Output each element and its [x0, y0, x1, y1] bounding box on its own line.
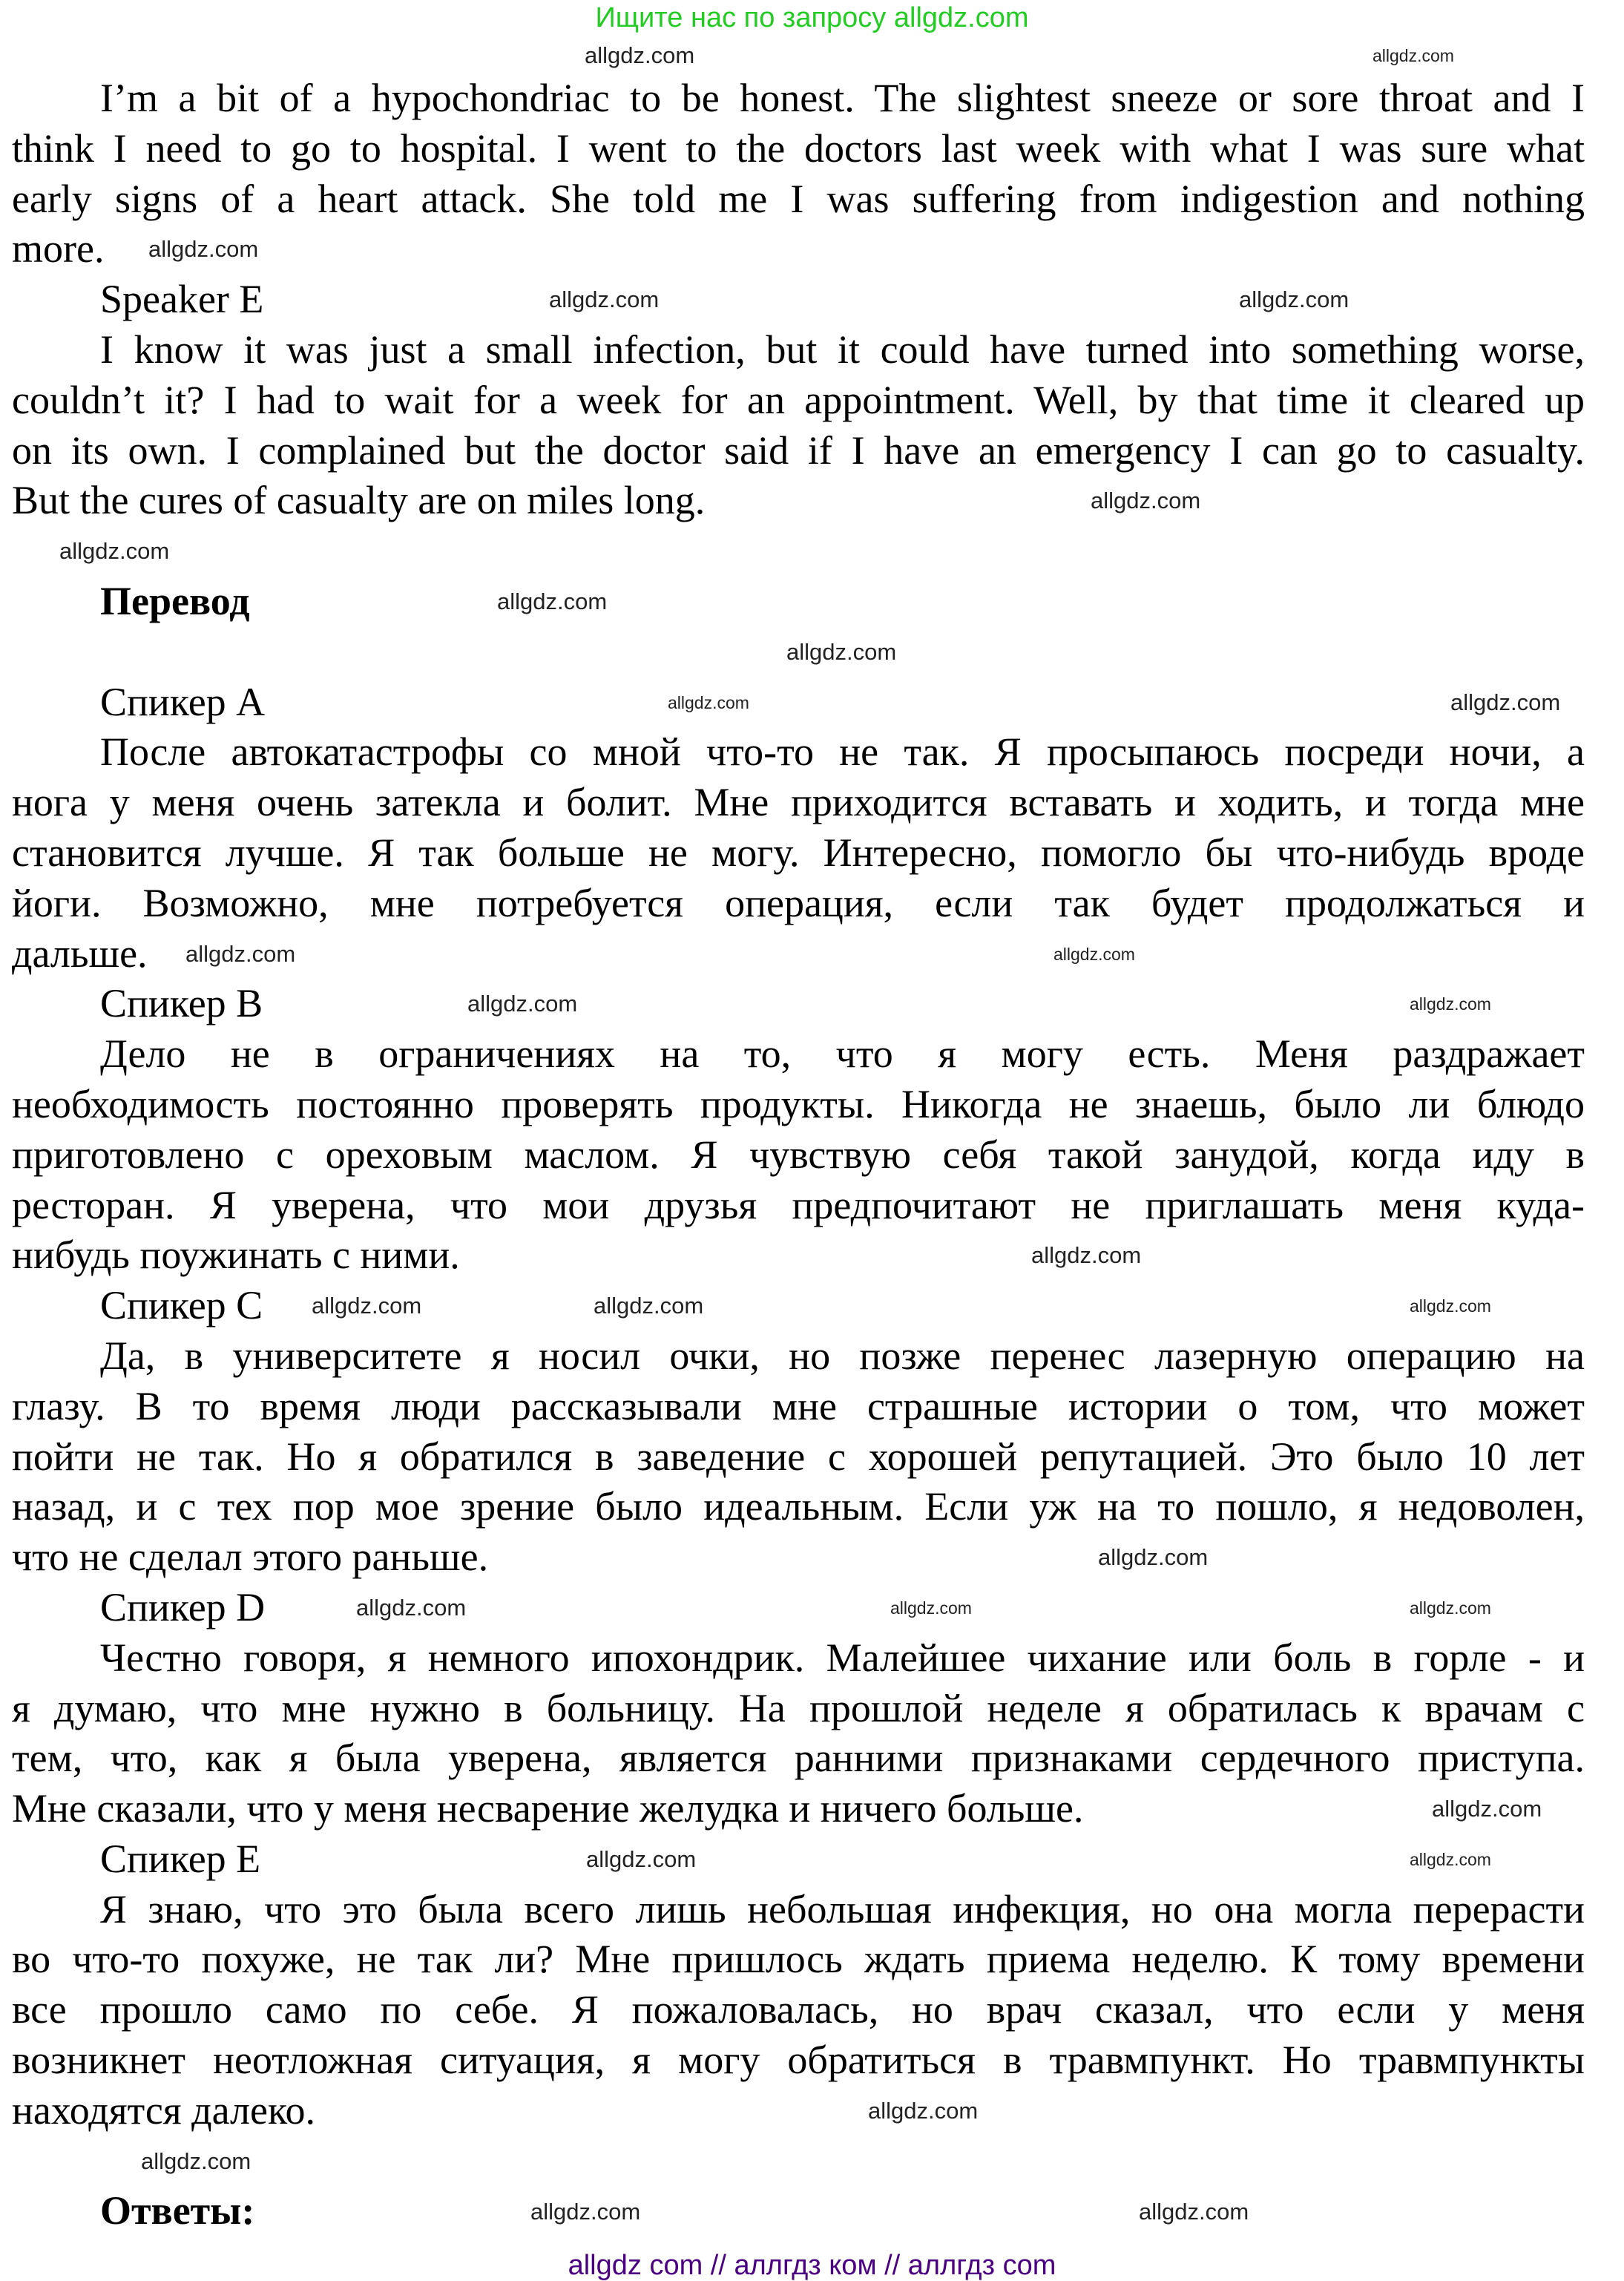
paragraph-line: глазу. В то время люди рассказывали мне страшные истории о том, что может: [12, 1383, 1585, 1428]
speaker-label: Спикер E: [100, 1836, 261, 1881]
watermark: allgdz.com: [586, 1845, 697, 1872]
watermark: allgdz.com: [1450, 689, 1561, 715]
watermark: allgdz.com: [141, 2147, 252, 2174]
paragraph-line: I’m a bit of a hypochondriac to be honest. The slightest sneeze or sore throat and I: [100, 76, 1585, 120]
paragraph-line: становится лучше. Я так больше не могу. Интересно, помогло бы что-нибудь вроде: [12, 830, 1585, 875]
paragraph-line: возникнет неотложная ситуация, я могу обратиться в травмпункт. Но травмпункты: [12, 2038, 1585, 2083]
watermark: allgdz.com: [868, 2097, 979, 2124]
watermark: allgdz.com: [1139, 2198, 1249, 2225]
paragraph-line: назад, и с тех пор мое зрение было идеальным. Если уж на то пошло, я недоволен,: [12, 1484, 1585, 1529]
watermark: allgdz.com: [1410, 1296, 1491, 1316]
paragraph-line: пойти не так. Но я обратился в заведение с хорошей репутацией. Это было 10 лет: [12, 1434, 1585, 1479]
paragraph-line: нибудь поужинать с ними.: [12, 1233, 460, 1278]
footer-watermark: allgdz com // аллгдз ком // аллгдз com: [568, 2250, 1056, 2281]
paragraph-line: я думаю, что мне нужно в больницу. На прошлой неделе я обратилась к врачам с: [12, 1685, 1585, 1730]
watermark: allgdz.com: [467, 991, 578, 1017]
paragraph-line: on its own. I complained but the doctor said if I have an emergency I can go to casualty.: [12, 427, 1585, 473]
paragraph-line: что не сделал этого раньше.: [12, 1535, 489, 1580]
watermark: allgdz.com: [148, 236, 259, 263]
watermark: allgdz.com: [1410, 994, 1491, 1014]
watermark: allgdz.com: [585, 42, 695, 68]
paragraph-line: все прошло само по себе. Я пожаловалась, но врач сказал, что если у меня: [12, 1987, 1585, 2032]
watermark: allgdz.com: [594, 1293, 704, 1319]
watermark: allgdz.com: [312, 1293, 422, 1319]
paragraph-line: Дело не в ограничениях на то, что я могу есть. Меня раздражает: [100, 1031, 1585, 1077]
paragraph-line: Да, в университете я носил очки, но позже перенес лазерную операцию на: [100, 1333, 1585, 1378]
paragraph-line: Я знаю, что это была всего лишь небольшая инфекция, но она могла перерасти: [100, 1886, 1585, 1932]
paragraph-line: I know it was just a small infection, but it could have turned into something worse,: [100, 326, 1585, 372]
speaker-label: Спикер A: [100, 679, 266, 724]
search-banner[interactable]: Ищите нас по запросу allgdz.com: [595, 2, 1029, 33]
watermark: allgdz.com: [1239, 286, 1350, 313]
watermark: allgdz.com: [1098, 1544, 1209, 1571]
paragraph-line: необходимость постоянно проверять продукты. Никогда не знаешь, было ли блюдо: [12, 1081, 1585, 1126]
paragraph-line: ресторан. Я уверена, что мои друзья предпочитают не приглашать меня куда-: [12, 1182, 1585, 1227]
speaker-label: Спикер B: [100, 981, 263, 1026]
paragraph-line: находятся далеко.: [12, 2087, 315, 2133]
watermark: allgdz.com: [786, 638, 897, 665]
paragraph-line: во что-то похуже, не так ли? Мне пришлось ждать приема неделю. К тому времени: [12, 1937, 1585, 1982]
watermark: allgdz.com: [356, 1594, 467, 1621]
paragraph-line: приготовлено с ореховым маслом. Я чувствую себя такой занудой, когда иду в: [12, 1132, 1585, 1177]
watermark: allgdz.com: [1053, 944, 1135, 964]
watermark: allgdz.com: [1410, 1849, 1491, 1869]
watermark: allgdz.com: [549, 286, 660, 313]
watermark: allgdz.com: [668, 692, 749, 712]
watermark: allgdz.com: [185, 940, 296, 967]
paragraph-line: think I need to go to hospital. I went to the doctors last week with what I was sure what: [12, 125, 1585, 171]
watermark: allgdz.com: [890, 1598, 972, 1618]
paragraph-line: Честно говоря, я немного ипохондрик. Малейшее чихание или боль в горле - и: [100, 1635, 1585, 1680]
paragraph-line: нога у меня очень затекла и болит. Мне приходится вставать и ходить, и тогда мне: [12, 780, 1585, 825]
watermark: allgdz.com: [497, 588, 608, 614]
paragraph-line: couldn’t it? I had to wait for a week for an appointment. Well, by that time it cleared up: [12, 377, 1585, 422]
speaker-label: Спикер D: [100, 1584, 266, 1629]
watermark: allgdz.com: [1432, 1796, 1542, 1822]
watermark: allgdz.com: [1031, 1242, 1142, 1269]
watermark: allgdz.com: [530, 2198, 641, 2225]
watermark: allgdz.com: [1372, 46, 1454, 65]
paragraph-line: тем, что, как я была уверена, является ранними признаками сердечного приступа.: [12, 1736, 1585, 1781]
section-heading: Ответы:: [100, 2188, 255, 2234]
speaker-label: Speaker E: [100, 277, 264, 322]
paragraph-line: йоги. Возможно, мне потребуется операция, если так будет продолжаться и: [12, 880, 1585, 925]
paragraph-line: Мне сказали, что у меня несварение желудка и ничего больше.: [12, 1786, 1084, 1831]
watermark: allgdz.com: [1091, 488, 1201, 514]
watermark: allgdz.com: [59, 538, 170, 565]
paragraph-line: дальше.: [12, 931, 148, 976]
paragraph-line: После автокатастрофы со мной что-то не так. Я просыпаюсь посреди ночи, а: [100, 729, 1585, 775]
paragraph-line: early signs of a heart attack. She told me I was suffering from indigestion and nothing: [12, 176, 1585, 221]
section-heading: Перевод: [100, 578, 250, 623]
paragraph-line: more.: [12, 226, 105, 272]
speaker-label: Спикер C: [100, 1283, 263, 1328]
paragraph-line: But the cures of casualty are on miles long.: [12, 478, 706, 523]
watermark: allgdz.com: [1410, 1598, 1491, 1618]
document-body: [12, 73, 1585, 2236]
